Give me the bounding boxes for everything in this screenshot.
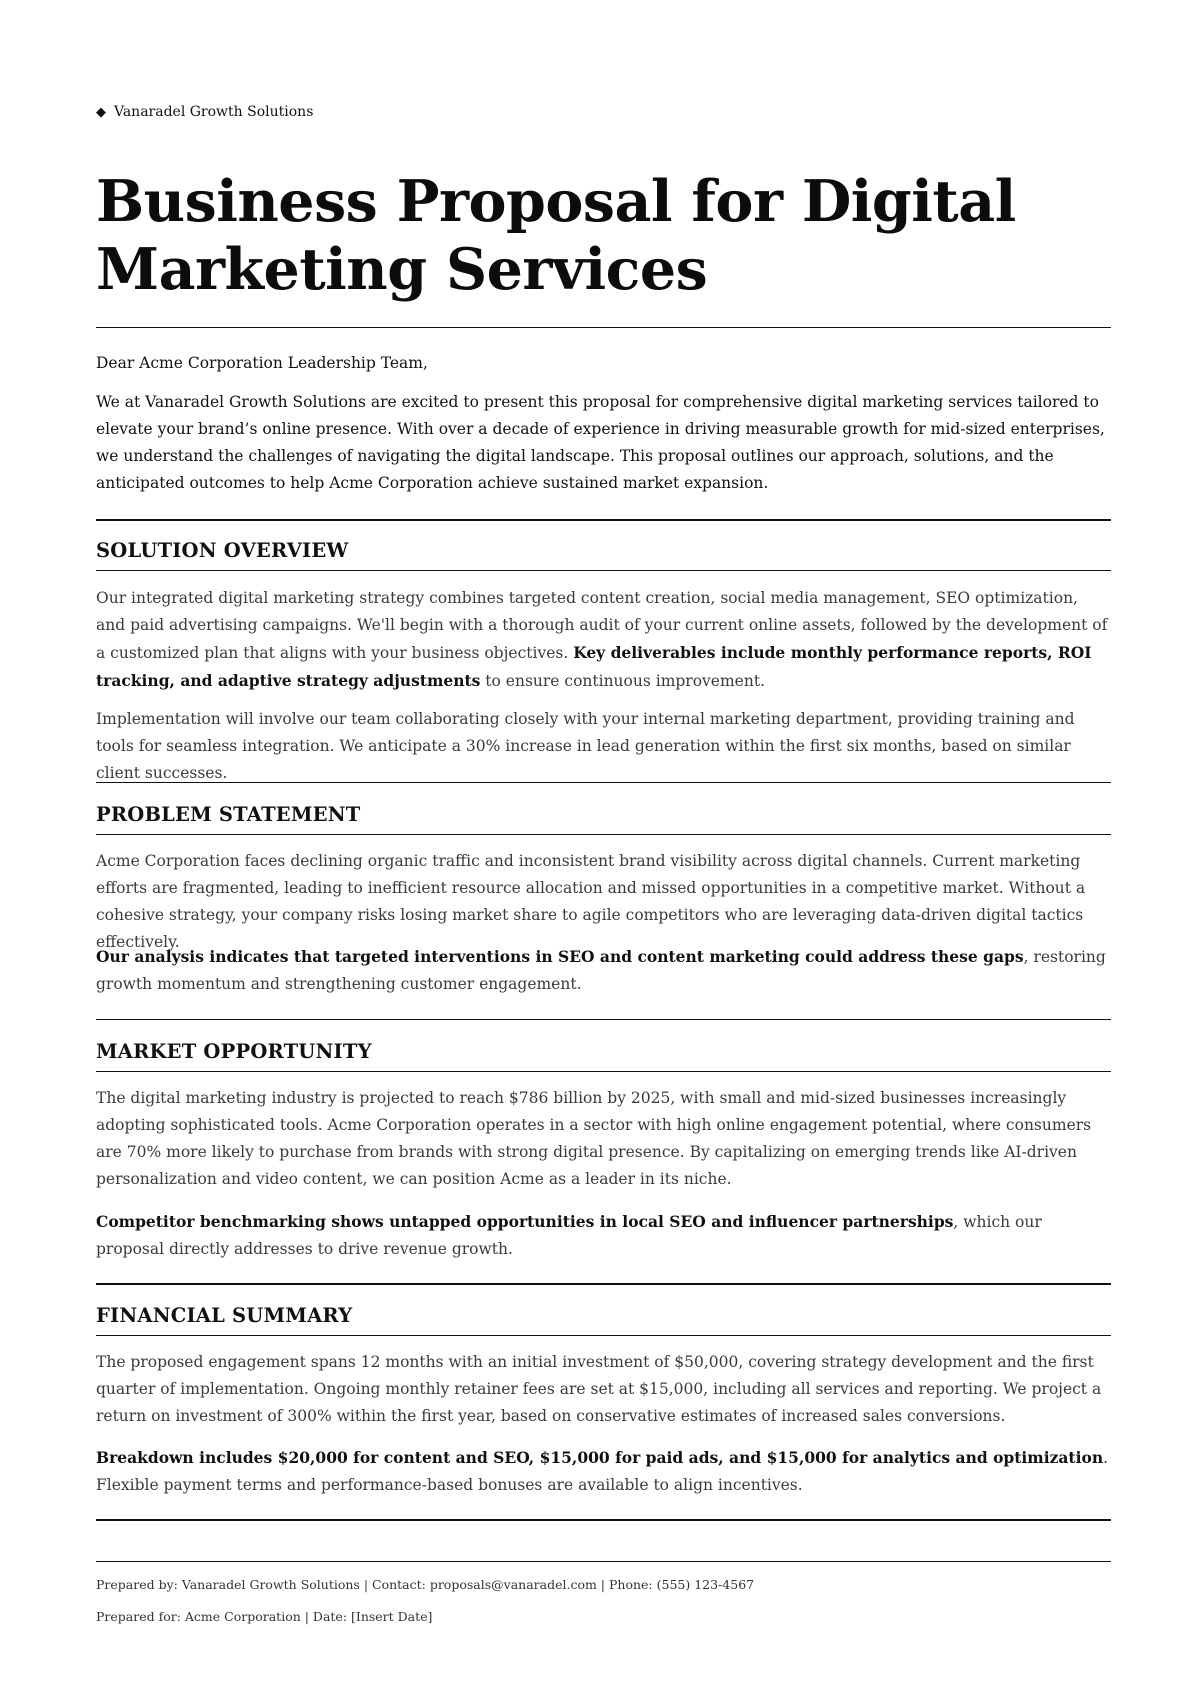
divider [96, 1019, 1111, 1020]
salutation: Dear Acme Corporation Leadership Team, [96, 354, 428, 372]
section-heading-problem-statement: PROBLEM STATEMENT [96, 803, 361, 826]
divider [96, 1283, 1111, 1285]
solution-overview-paragraph-1: Our integrated digital marketing strategy combines targeted content creation, social media management, SEO optimization, and paid advertising campaigns. We'll begin with a thorough audit of your current online assets, followed by the development of a customized plan that aligns with your business objectives. Key deliverables include monthly performance reports, ROI tracking, and adaptive strategy adjustments to ensure continuous improvement. [96, 589, 1108, 690]
section-heading-solution-overview: SOLUTION OVERVIEW [96, 539, 349, 562]
market-opportunity-paragraph-1: The digital marketing industry is projected to reach $786 billion by 2025, with small and mid-sized businesses increasingly adopting sophisticated tools. Acme Corporation operates in a sector with high online engagement potential, where consumers are 70% more likely to purchase from brands with strong digital presence. By capitalizing on emerging trends like AI-driven personalization and video content, we can position Acme as a leader in its niche. [96, 1089, 1092, 1188]
diamond-icon: ◆ [96, 104, 106, 120]
brand-header [96, 104, 313, 120]
problem-statement-paragraph-2: Our analysis indicates that targeted interventions in SEO and content marketing could address these gaps, restoring growth momentum and strengthening customer engagement. [96, 947, 1106, 993]
financial-summary-paragraph-1: The proposed engagement spans 12 months with an initial investment of $50,000, covering strategy development and the first quarter of implementation. Ongoing monthly retainer fees are set at $15,000, including all services and reporting. We project a return on investment of 300% within the first year, based on conservative estimates of increased sales conversions. [96, 1353, 1102, 1425]
market-opportunity-paragraph-2: Competitor benchmarking shows untapped opportunities in local SEO and influencer partnerships, which our proposal directly addresses to drive revenue growth. [96, 1212, 1042, 1258]
divider [96, 570, 1111, 571]
divider [96, 1519, 1111, 1521]
problem-statement-paragraph-1: Acme Corporation faces declining organic traffic and inconsistent brand visibility across digital channels. Current marketing efforts are fragmented, leading to inefficient resource allocation and missed opportunities in a competitive market. Without a cohesive strategy, your company risks losing market share to agile competitors who are leveraging data-driven digital tactics effectively. [96, 852, 1086, 951]
section-heading-financial-summary: FINANCIAL SUMMARY [96, 1304, 353, 1327]
divider [96, 782, 1111, 783]
financial-summary-paragraph-2: Breakdown includes $20,000 for content and SEO, $15,000 for paid ads, and $15,000 for analytics and optimization. Flexible payment terms and performance-based bonuses are available to align incentives. [96, 1448, 1109, 1494]
footer-prepared-for: Prepared for: Acme Corporation | Date: [Insert Date] [96, 1609, 433, 1624]
section-heading-market-opportunity: MARKET OPPORTUNITY [96, 1040, 372, 1063]
solution-overview-paragraph-2: Implementation will involve our team collaborating closely with your internal marketing department, providing training and tools for seamless integration. We anticipate a 30% increase in lead generation within the first six months, based on similar client successes. [96, 710, 1075, 782]
intro-paragraph: We at Vanaradel Growth Solutions are excited to present this proposal for comprehensive digital marketing services tailored to elevate your brand’s online presence. With over a decade of experience in driving measurable growth for mid-sized enterprises, we understand the challenges of navigating the digital landscape. This proposal outlines our approach, solutions, and the anticipated outcomes to help Acme Corporation achieve sustained market expansion. [96, 393, 1105, 492]
footer-divider [96, 1561, 1111, 1562]
divider [96, 1071, 1111, 1072]
footer-prepared-by: Prepared by: Vanaradel Growth Solutions | Contact: proposals@vanaradel.com | Phone: (555) 123-4567 [96, 1577, 755, 1592]
divider [96, 834, 1111, 835]
divider [96, 327, 1111, 328]
brand-name: Vanaradel Growth Solutions [114, 104, 314, 120]
divider [96, 1335, 1111, 1336]
document-title: Business Proposal for Digital Marketing Services [96, 168, 1016, 303]
divider [96, 519, 1111, 521]
